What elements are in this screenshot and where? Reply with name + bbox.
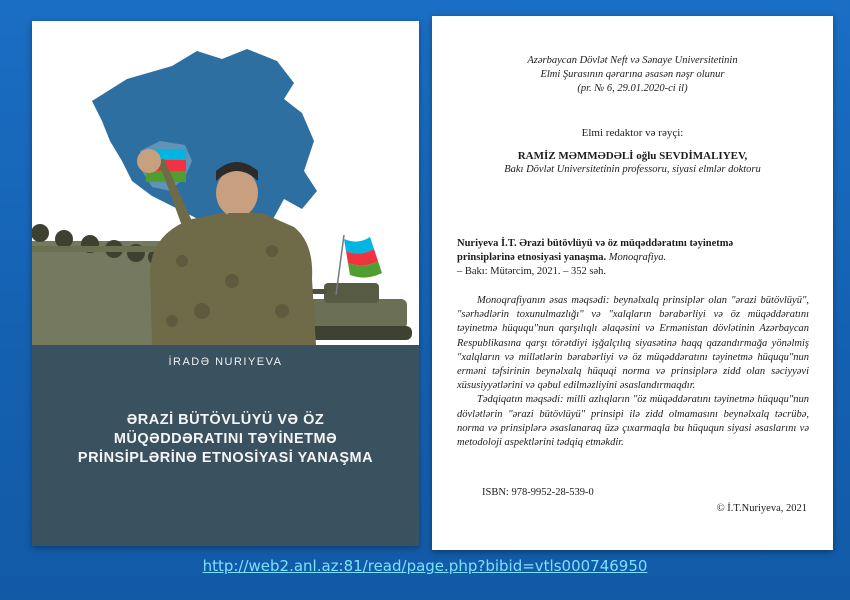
editor-block (442, 149, 823, 177)
biblio-line2-bold: prinsiplərinə etnosiyasi (457, 252, 564, 263)
copyright: © İ.T.Nuriyeva, 2021 (716, 503, 807, 514)
cover-author: İRADƏ NURIYEVA (168, 356, 283, 368)
book-cover (32, 21, 419, 546)
bibliographic-record (457, 237, 807, 279)
isbn: ISBN: 978-9952-28-539-0 (482, 487, 594, 498)
title-verso-page (432, 16, 833, 550)
source-link[interactable]: http://web2.anl.az:81/read/page.php?bibid=vtls000746950 (202, 557, 648, 575)
cover-illustration (32, 21, 419, 345)
abstract-paragraph: Tədqiqatın məqsədi: milli azlıqların "öz müqəddəratını təyinetmə hüququ"nun dövlətlərin "ərazi bütövlüyü" prinsipi ilə zidd olmamasını beynəlxalq təcrübə, norma və prinsiplərə əsaslanaraq üzə çıxarmaqla bu hüququn siyasi əsaslarını və metodoloji aspektlərini tədqiq etməkdir. (457, 394, 809, 449)
publisher-note (442, 54, 823, 96)
publisher-note-line: (pr. № 6, 29.01.2020-ci il) (577, 83, 688, 94)
biblio-title-bold: Nuriyeva İ.T. Ərazi bütövlüyü və öz müqəddəratını təyinetmə (457, 238, 734, 249)
editor-name-bold: RAMİZ MƏMMƏDƏLİ (517, 150, 634, 162)
cover-title (44, 411, 407, 468)
editor-role: Bakı Dövlət Universitetinin professoru, siyasi elmlər doktoru (504, 164, 761, 175)
abstract (457, 294, 809, 450)
cover-title-line: MÜQƏDDƏRATINI TƏYİNETMƏ (113, 431, 338, 447)
editor-name-rest: oğlu SEVDİMALIYEV, (633, 150, 748, 162)
publisher-note-line: Elmi Şurasının qərarına əsasən nəşr olunur (540, 69, 725, 80)
editor-label: Elmi redaktor və rəyçi: (581, 127, 684, 139)
abstract-paragraph: Monoqrafiyanın əsas məqsədi: beynəlxalq prinsiplər olan "ərazi bütövlüyü", "sərhədlərin toxunulmazlığı" və "xalqların bərabərliyi və öz müqəddəratını təyinetmə hüququ"nun qarşılıqlı əlaqəsini və Ermənistan dövlətinin Azərbaycan Respublikasına qarşı törətdiyi işğalçılıq siyasətinə haqq qazandırmağa yönəlmiş "xalqların və millətlərin bərabərliyi və öz müqəddəratını təyinetmə hüququ"nun erməni təfsirinin beynəlxalq hüquqi norma və prinsiplərə zidd olan səciyyəvi xüsusiyyətlərini və qəbul edilməzliyini əsaslandırmaqdır. (457, 295, 809, 392)
biblio-genre: Monoqrafiya. (606, 252, 667, 263)
publisher-note-line: Azərbaycan Dövlət Neft və Sənaye Universitetinin (527, 55, 738, 66)
biblio-line2-end: yanaşma. (563, 252, 607, 263)
cover-title-line: PRİNSİPLƏRİNƏ ETNOSİYASİ YANAŞMA (77, 450, 374, 466)
biblio-imprint: – Bakı: Mütərcim, 2021. – 352 səh. (457, 266, 607, 277)
azerbaijan-map (92, 49, 317, 236)
cover-title-line: ƏRAZİ BÜTÖVLÜYÜ VƏ ÖZ (126, 412, 325, 428)
cover-title-band (32, 345, 419, 546)
